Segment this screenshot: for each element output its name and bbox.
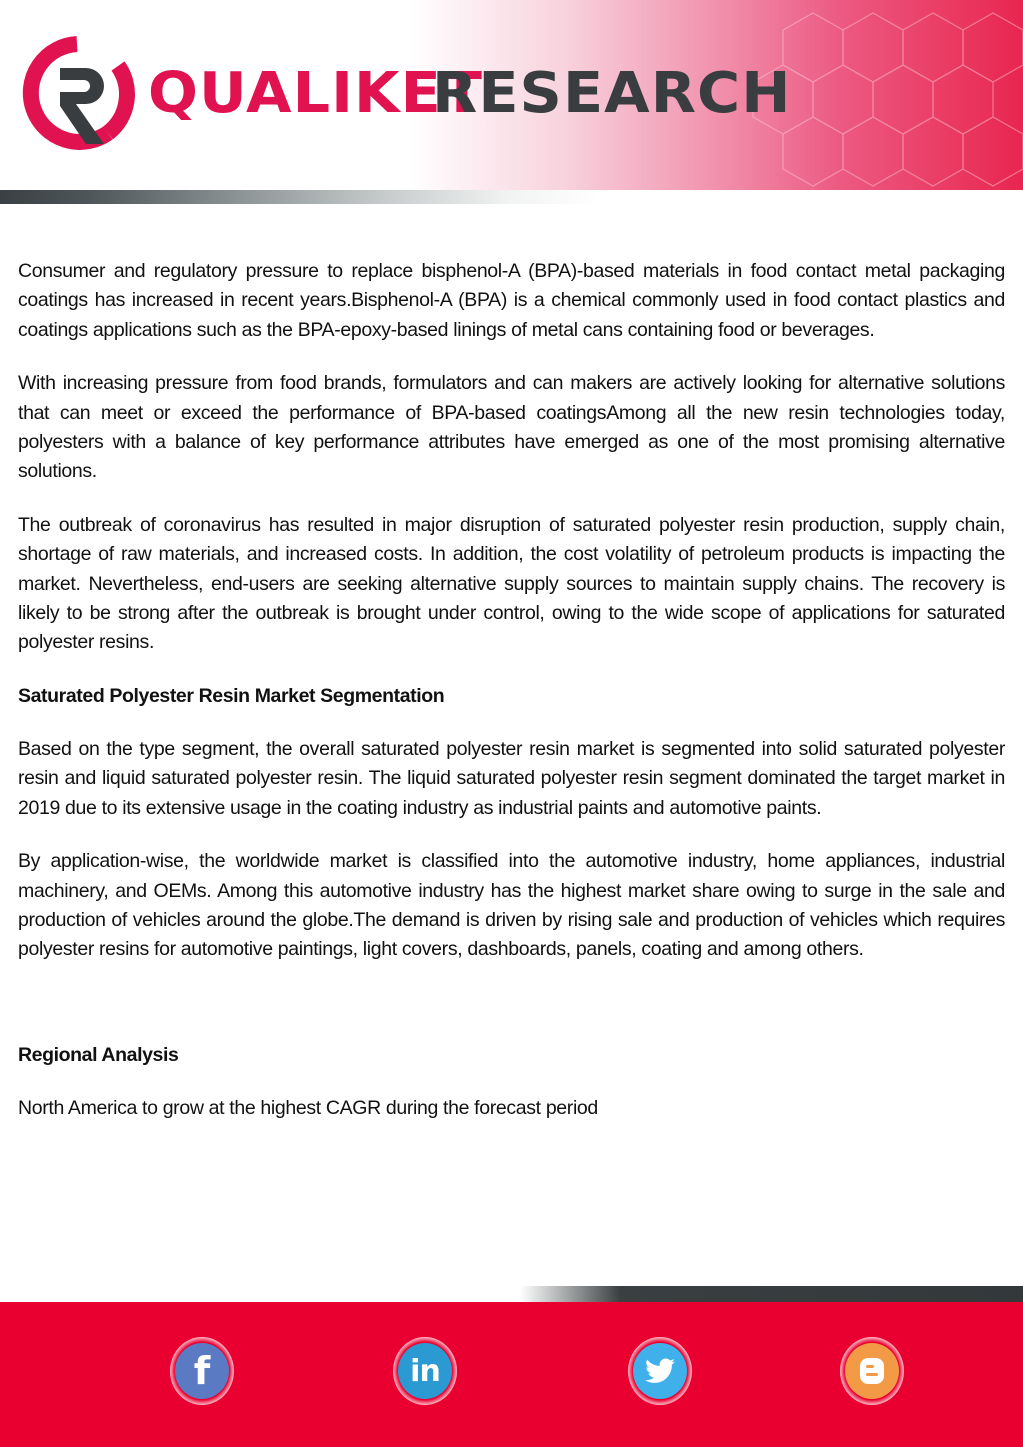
header-divider-bar xyxy=(0,190,600,204)
facebook-link[interactable] xyxy=(170,1337,234,1405)
paragraph: By application-wise, the worldwide market is classified into the automotive industry, home appliances, industrial machinery, and OEMs. Among this automotive industry has the highest market share owing to surge in the sale and production of vehicles around the globe.The demand is driven by rising sale and production of vehicles which requires polyester resins for automotive paintings, light covers, dashboards, panels, coating and among others. xyxy=(18,850,1005,961)
section-heading-segmentation: Saturated Polyester Resin Market Segmentation xyxy=(18,684,445,707)
paragraph: The outbreak of coronavirus has resulted in major disruption of saturated polyester resin production, supply chain, shortage of raw materials, and increased costs. In addition, the cost volatility of petroleum products is impacting the market. Nevertheless, end-users are seeking alternative supply sources to maintain supply chains. The recovery is likely to be strong after the outbreak is brought under control, owing to the wide scope of applications for saturated polyester resins. xyxy=(18,513,1005,654)
twitter-link[interactable] xyxy=(628,1337,692,1405)
paragraph: Based on the type segment, the overall saturated polyester resin market is segmented into solid saturated polyester resin and liquid saturated polyester resin. The liquid saturated polyester resin segment dominated the target market in 2019 due to its extensive usage in the coating industry as industrial paints and automotive paints. xyxy=(18,737,1005,819)
footer-divider-bar xyxy=(520,1286,1023,1302)
brand-secondary: RESEARCH xyxy=(432,61,792,126)
linkedin-link[interactable] xyxy=(393,1337,457,1405)
facebook-icon: f xyxy=(175,1343,229,1399)
paragraph: North America to grow at the highest CAGR during the forecast period xyxy=(18,1096,598,1119)
document-body xyxy=(18,257,1005,1147)
logo-r-icon xyxy=(20,36,135,151)
paragraph: With increasing pressure from food brands, formulators and can makers are actively looking for alternative solutions that can meet or exceed the performance of BPA-based coatingsAmong all the new resin technologies today, polyesters with a balance of key performance attributes have emerged as one of the most promising alternative solutions. xyxy=(18,372,1005,483)
brand-primary: QUALIKET xyxy=(148,61,484,126)
section-heading-regional: Regional Analysis xyxy=(18,1043,179,1066)
blogger-icon xyxy=(845,1343,899,1399)
logo xyxy=(20,36,792,151)
page-header xyxy=(0,0,1023,190)
twitter-icon xyxy=(633,1343,687,1399)
blogger-link[interactable] xyxy=(840,1337,904,1405)
linkedin-icon: in xyxy=(398,1343,452,1399)
paragraph: Consumer and regulatory pressure to replace bisphenol-A (BPA)-based materials in food contact metal packaging coatings has increased in recent years.Bisphenol-A (BPA) is a chemical commonly used in food contact plastics and coatings applications such as the BPA-epoxy-based linings of metal cans containing food or beverages. xyxy=(18,260,1005,341)
